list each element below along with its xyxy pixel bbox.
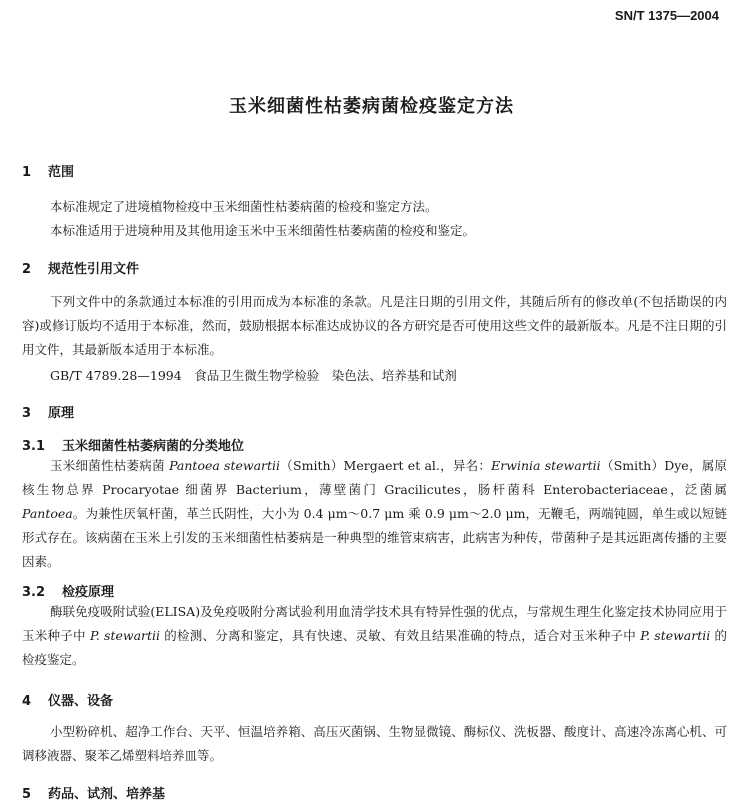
s32-species-name-1: P. stewartii (89, 628, 161, 643)
s31-text-1: 玉米细菌性枯萎病菌 (50, 458, 170, 473)
section-3-2-title: 检疫原理 (62, 585, 115, 600)
s31-text-4: 。为兼性厌氧杆菌，革兰氏阴性，大小为 0.4 μm～0.7 μm 乘 0.9 μm～2.0 μm，无鞭毛，两端钝圆，单生或以短链形式存在。该病菌在玉米上引发的玉米细菌性枯萎病是一种典型的维管束病害，此病害为种传，带菌种子是其远距离传播的主要因素。 (22, 506, 727, 569)
normative-reference: GB/T 4789.28—1994 食品卫生微生物学检验 染色法、培养基和试剂 (50, 368, 457, 383)
section-1-heading (22, 161, 74, 180)
section-4-paragraph: 小型粉碎机、超净工作台、天平、恒温培养箱、高压灭菌锅、生物显微镜、酶标仪、洗板器、酸度计、高速冷冻离心机、可调移液器、聚苯乙烯塑料培养皿等。 (22, 724, 727, 763)
section-2-title: 规范性引用文件 (48, 262, 140, 277)
s32-species-name-2: P. stewartii (640, 628, 711, 643)
section-4-heading (22, 690, 113, 709)
document-title: 玉米细菌性枯萎病菌检疫鉴定方法 (229, 96, 514, 117)
section-1-number: 1 (22, 165, 32, 180)
s31-text-2: （Smith）Mergaert et al.，异名： (280, 458, 492, 473)
s31-text-3: （Smith）Dye，属原核生物总界 Procaryotae 细菌界 Bacterium，薄壁菌门 Gracilicutes，肠杆菌科 Enterobacteriaceae，泛菌属 (22, 458, 727, 497)
section-1-paragraph-2: 本标准适用于进境种用及其他用途玉米中玉米细菌性枯萎病菌的检疫和鉴定。 (50, 223, 476, 238)
s31-genus-name: Pantoea (22, 506, 73, 521)
section-5-number: 5 (22, 787, 32, 802)
section-3-1-title: 玉米细菌性枯萎病菌的分类地位 (62, 439, 245, 454)
section-4-number: 4 (22, 694, 32, 709)
section-2-paragraph: 下列文件中的条款通过本标准的引用而成为本标准的条款。凡是注日期的引用文件，其随后所有的修改单(不包括勘误的内容)或修订版均不适用于本标准，然而，鼓励根据本标准达成协议的各方研究是否可使用这些文件的最新版本。凡是不注日期的引用文件，其最新版本适用于本标准。 (22, 294, 727, 357)
s32-text-1: 酶联免疫吸附试验(ELISA)及免疫吸附分离试验利用血清学技术具有特异性强的优点，与常规生理生化鉴定技术协同应用于玉米种子中 (22, 604, 727, 643)
s32-text-3: 的检疫鉴定。 (22, 628, 727, 667)
section-3-title: 原理 (48, 406, 75, 421)
section-3-1-number: 3.1 (22, 439, 46, 454)
section-1-title: 范围 (48, 165, 75, 180)
section-2-number: 2 (22, 262, 32, 277)
s32-text-2: 的检测、分离和鉴定，具有快速、灵敏、有效且结果准确的特点，适合对玉米种子中 (160, 628, 641, 643)
section-5-heading (22, 783, 165, 802)
section-2-heading (22, 258, 139, 277)
section-3-1-paragraph (22, 454, 727, 574)
section-1-paragraph-1: 本标准规定了进境植物检疫中玉米细菌性枯萎病菌的检疫和鉴定方法。 (50, 199, 438, 214)
s31-species-name-1: Pantoea stewartii (169, 458, 281, 473)
section-3-heading (22, 402, 74, 421)
section-4-title: 仪器、设备 (48, 694, 114, 709)
section-5-title: 药品、试剂、培养基 (48, 787, 166, 802)
section-3-2-heading (22, 581, 114, 600)
section-3-number: 3 (22, 406, 32, 421)
standard-code: SN/T 1375—2004 (614, 8, 719, 23)
section-3-1-heading (22, 435, 244, 454)
s31-species-name-2: Erwinia stewartii (491, 458, 601, 473)
section-3-2-number: 3.2 (22, 585, 46, 600)
section-3-2-paragraph (22, 600, 727, 672)
